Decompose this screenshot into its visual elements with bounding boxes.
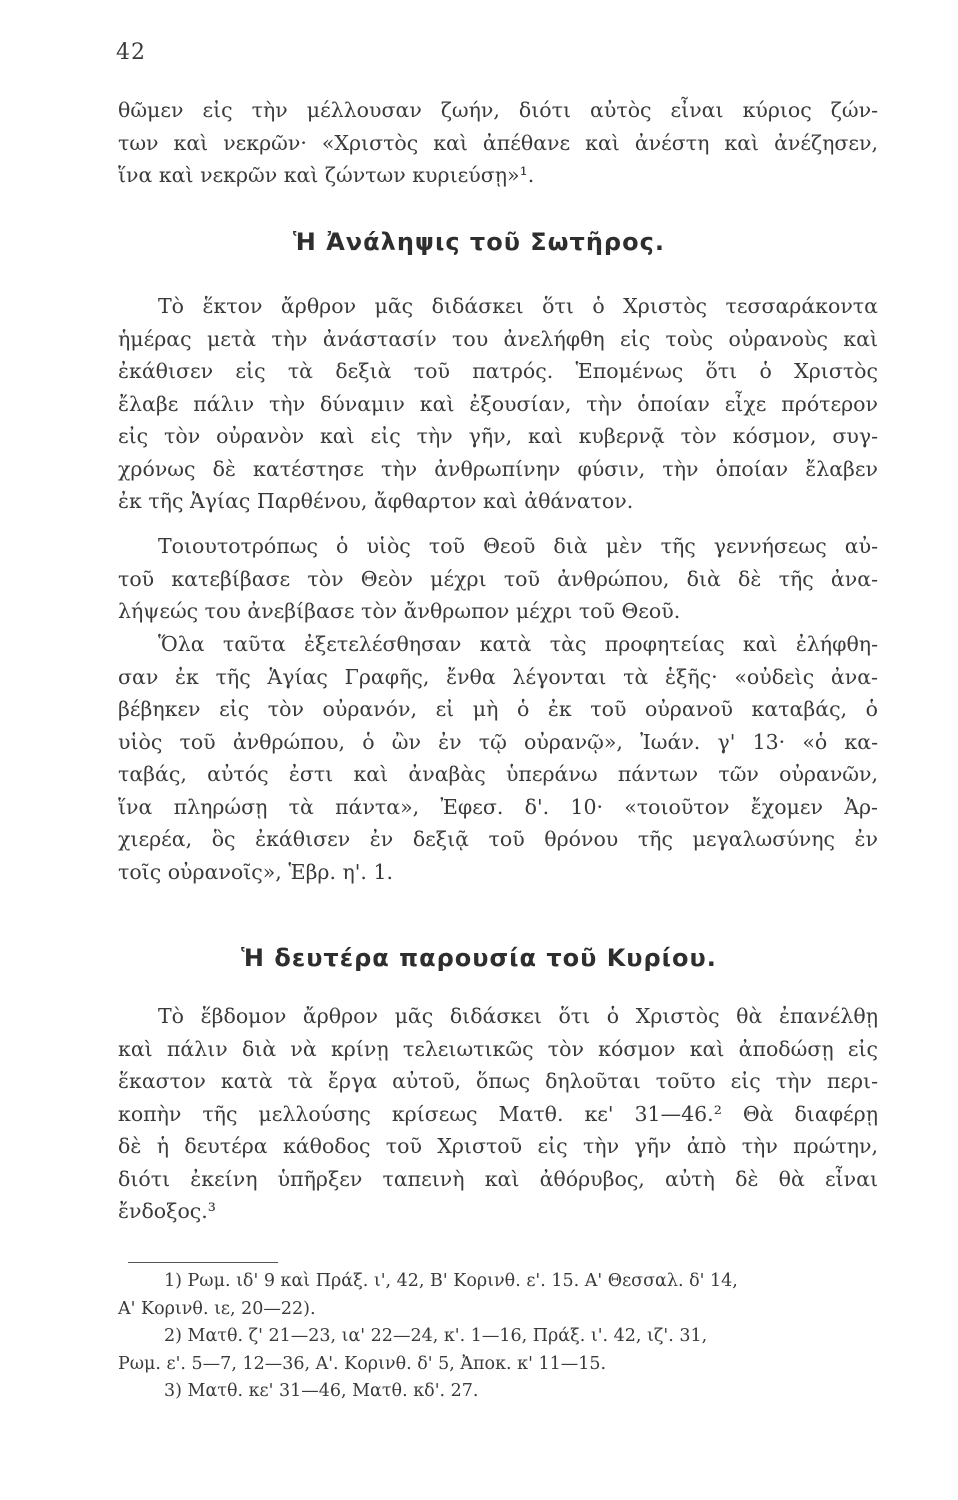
text-line: ἡμέρας μετὰ τὴν ἀνάστασίν του ἀνελήφθη εἰς τοὺς οὐρανοὺς καὶ: [118, 326, 878, 351]
text-line: τοῦ κατεβίβασε τὸν Θεὸν μέχρι τοῦ ἀνθρώπου, διὰ δὲ τῆς ἀνα-: [118, 566, 878, 591]
footnote-line: Α' Κορινθ. ιε, 20—22).: [118, 1298, 316, 1319]
paragraph-prophecies: [118, 628, 878, 888]
paragraph-article-six: [118, 290, 878, 518]
text-line: χιερέα, ὃς ἐκάθισεν ἐν δεξιᾷ τοῦ θρόνου τῆς μεγαλωσύνης ἐν: [118, 827, 878, 851]
footnote-line: 3) Ματθ. κε' 31—46, Ματθ. κδ'. 27.: [164, 1381, 479, 1401]
text-line: Τὸ ἕβδομον ἄρθρον μᾶς διδάσκει ὅτι ὁ Χριστὸς θὰ ἐπανέλθῃ: [158, 1004, 878, 1028]
text-line: σαν ἐκ τῆς Ἁγίας Γραφῆς, ἔνθα λέγονται τὰ ἑξῆς· «οὐδεὶς ἀνα-: [118, 664, 878, 689]
text-line: των καὶ νεκρῶν· «Χριστὸς καὶ ἀπέθανε καὶ ἀνέστη καὶ ἀνέζησεν,: [118, 130, 878, 155]
text-line: τοῖς οὐρανοῖς», Ἑβρ. η'. 1.: [118, 859, 394, 884]
footnote-line: Ρωμ. ε'. 5—7, 12—36, Α'. Κορινθ. δ' 5, Ἀποκ. κ' 11—15.: [118, 1353, 607, 1374]
text-line: διότι ἐκείνη ὑπῆρξεν ταπεινὴ καὶ ἀθόρυβος, αὐτὴ δὲ θὰ εἶναι: [118, 1166, 878, 1191]
text-line: ἐκάθισεν εἰς τὰ δεξιὰ τοῦ πατρός. Ἑπομένως ὅτι ὁ Χριστὸς: [118, 359, 878, 383]
footnote-divider: [128, 1262, 278, 1263]
text-line: Τοιουτοτρόπως ὁ υἱὸς τοῦ Θεοῦ διὰ μὲν τῆς γεννήσεως αὐ-: [158, 534, 878, 558]
paragraph-article-seven: [118, 1000, 878, 1228]
text-line: καὶ πάλιν διὰ νὰ κρίνῃ τελειωτικῶς τὸν κόσμον καὶ ἀποδώσῃ εἰς: [118, 1036, 878, 1061]
text-line: Ὅλα ταῦτα ἐξετελέσθησαν κατὰ τὰς προφητείας καὶ ἐλήφθη-: [158, 632, 878, 656]
text-line: λήψεώς του ἀνεβίβασε τὸν ἄνθρωπον μέχρι τοῦ Θεοῦ.: [118, 599, 681, 623]
footnotes: [118, 1268, 878, 1406]
text-line: βέβηκεν εἰς τὸν οὐρανόν, εἰ μὴ ὁ ἐκ τοῦ οὐρανοῦ καταβάς, ὁ: [118, 697, 878, 721]
text-line: ἕκαστον κατὰ τὰ ἔργα αὐτοῦ, ὅπως δηλοῦται τοῦτο εἰς τὴν περι-: [118, 1069, 878, 1093]
text-line: ἵνα καὶ νεκρῶν καὶ ζώντων κυριεύσῃ»¹.: [118, 163, 535, 187]
section-heading-ascension: Ἡ Ἀνάληψις τοῦ Σωτῆρος.: [293, 228, 665, 256]
text-line: κοπὴν τῆς μελλούσης κρίσεως Ματθ. κε' 31—46.² Θὰ διαφέρῃ: [118, 1101, 878, 1126]
text-line: ἔνδοξος.³: [118, 1199, 216, 1223]
text-line: εἰς τὸν οὐρανὸν καὶ εἰς τὴν γῆν, καὶ κυβερνᾷ τὸν κόσμον, συγ-: [118, 424, 878, 448]
footnote-line: 1) Ρωμ. ιδ' 9 καὶ Πράξ. ι', 42, Β' Κορινθ. ε'. 15. Α' Θεσσαλ. δ' 14,: [164, 1271, 738, 1291]
paragraph-thus: [118, 530, 878, 628]
text-line: ἐκ τῆς Ἁγίας Παρθένου, ἄφθαρτον καὶ ἀθάνατον.: [118, 489, 634, 513]
text-line: υἱὸς τοῦ ἀνθρώπου, ὁ ὢν ἐν τῷ οὐρανῷ», Ἰωάν. γ' 13· «ὁ κα-: [118, 729, 878, 754]
section-heading-second-coming: Ἡ δευτέρα παρουσία τοῦ Κυρίου.: [241, 944, 717, 972]
text-line: ἵνα πληρώσῃ τὰ πάντα», Ἐφεσ. δ'. 10· «τοιοῦτον ἔχομεν Ἀρ-: [118, 794, 878, 819]
text-line: χρόνως δὲ κατέστησε τὴν ἀνθρωπίνην φύσιν, τὴν ὁποίαν ἔλαβεν: [118, 456, 878, 481]
text-line: Τὸ ἕκτον ἄρθρον μᾶς διδάσκει ὅτι ὁ Χριστὸς τεσσαράκοντα: [158, 294, 878, 318]
text-line: δὲ ἡ δευτέρα κάθοδος τοῦ Χριστοῦ εἰς τὴν γῆν ἀπὸ τὴν πρώτην,: [118, 1134, 878, 1158]
paragraph-continuation: [118, 94, 878, 192]
text-line: ταβάς, αὐτός ἐστι καὶ ἀναβὰς ὑπεράνω πάντων τῶν οὐρανῶν,: [118, 762, 878, 786]
text-line: θῶμεν εἰς τὴν μέλλουσαν ζωήν, διότι αὐτὸς εἶναι κύριος ζών-: [118, 98, 878, 122]
text-line: ἔλαβε πάλιν τὴν δύναμιν καὶ ἐξουσίαν, τὴν ὁποίαν εἶχε πρότερον: [118, 391, 878, 416]
footnote-line: 2) Ματθ. ζ' 21—23, ια' 22—24, κ'. 1—16, Πράξ. ι'. 42, ιζ'. 31,: [164, 1326, 708, 1346]
page-number: 42: [116, 40, 146, 65]
